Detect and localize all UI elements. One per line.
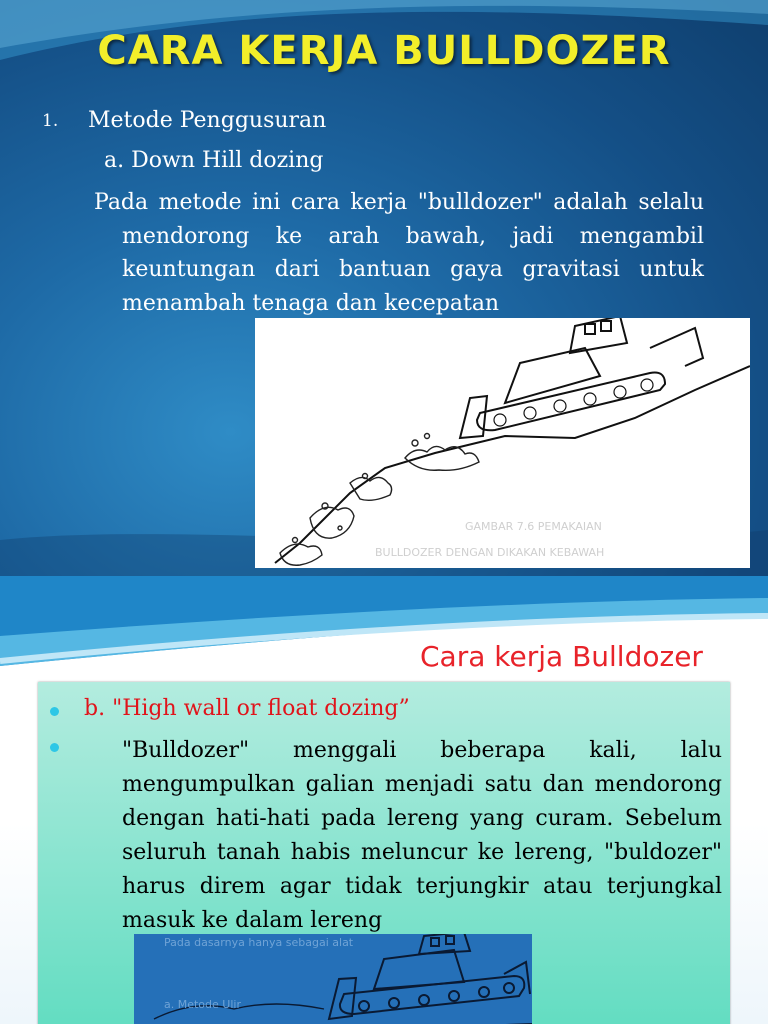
list-number: 1. <box>42 111 59 131</box>
method-subheading: a. Down Hill dozing <box>104 148 324 173</box>
bulldozer-drawing <box>134 934 532 1024</box>
downhill-dozing-illustration <box>255 318 750 568</box>
bullet-icon <box>50 707 59 716</box>
slide-title: CARA KERJA BULLDOZER <box>97 28 671 74</box>
slide-title: Cara kerja Bulldozer <box>420 640 703 673</box>
svg-text:Pada dasarnya hanya sebagai al: Pada dasarnya hanya sebagai alat <box>164 936 354 949</box>
slide-2 <box>0 576 768 1024</box>
high-wall-dozing-illustration <box>134 934 532 1024</box>
svg-text:a. Metode Ulir: a. Metode Ulir <box>164 998 241 1011</box>
content-box <box>38 682 730 1024</box>
list-item-method-b: b. "High wall or float dozing” <box>84 696 410 721</box>
svg-text:GAMBAR 7.6 PEMAKAIAN: GAMBAR 7.6 PEMAKAIAN <box>465 520 602 533</box>
bulldozer-slope-drawing <box>255 318 750 568</box>
method-heading: Metode Penggusuran <box>88 108 327 133</box>
bullet-icon <box>50 743 59 752</box>
svg-text:BULLDOZER DENGAN DIKAKAN KEBAW: BULLDOZER DENGAN DIKAKAN KEBAWAH <box>375 546 605 559</box>
method-description: Pada metode ini cara kerja "bulldozer" adalah selalu mendorong ke arah bawah, jadi mengambil keuntungan dari bantuan gaya gravitasi untuk menambah tenaga dan kecepatan <box>94 190 704 316</box>
list-item-description: "Bulldozer" menggali beberapa kali, lalu mengumpulkan galian menjadi satu dan mendorong dengan hati-hati pada lereng yang curam. Sebelum seluruh tanah habis meluncur ke lereng, "buldozer" harus direm agar tidak terjungkir atau terjungkal masuk ke dalam lereng <box>122 738 722 933</box>
